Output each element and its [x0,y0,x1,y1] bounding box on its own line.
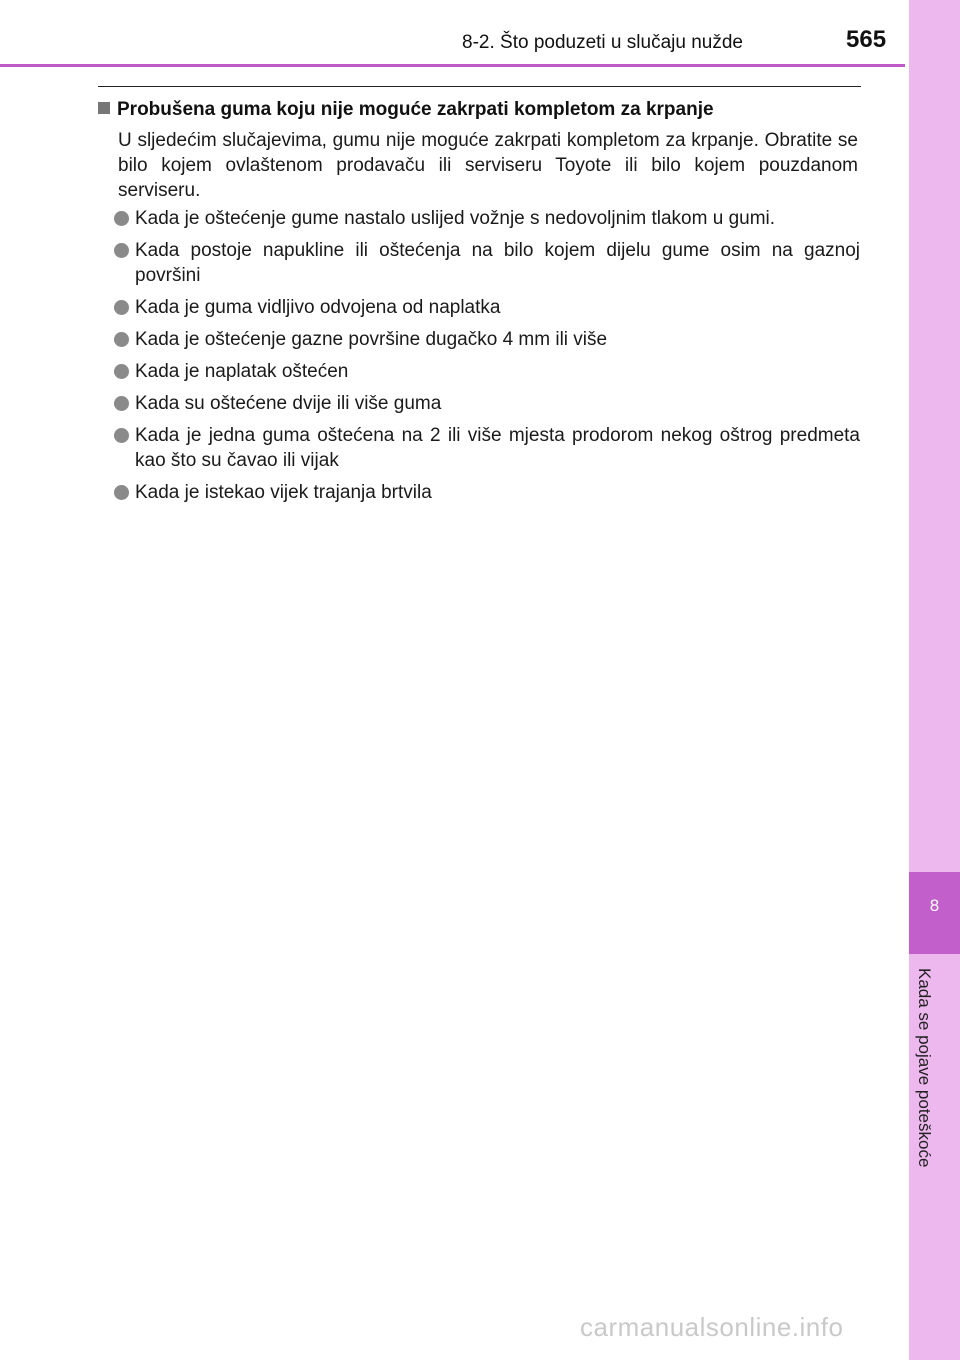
list-item [114,327,860,352]
list-item [114,423,860,473]
header-divider [0,64,905,67]
square-bullet-icon [98,102,110,114]
header-section-title: 8-2. Što poduzeti u slučaju nužde [462,32,743,53]
content-divider [98,86,861,87]
list-item [114,359,860,384]
list-item-text: Kada je guma vidljivo odvojena od naplatka [135,297,501,318]
circle-bullet-icon [114,300,129,315]
circle-bullet-icon [114,485,129,500]
condition-list [114,206,860,512]
intro-paragraph: U sljedećim slučajevima, gumu nije moguće zakrpati kompletom za krpanje. Obratite se bilo kojem ovlaštenom prodavaču ili serviseru Toyote ili bilo kojem pouzdanom serviseru. [118,130,858,201]
section-heading-text: Probušena guma koju nije moguće zakrpati kompletom za krpanje [117,99,714,120]
list-item-text: Kada je oštećenje gume nastalo uslijed vožnje s nedovoljnim tlakom u gumi. [135,208,776,229]
list-item-text: Kada je oštećenje gazne površine dugačko 4 mm ili više [135,329,608,350]
list-item-text: Kada je istekao vijek trajanja brtvila [135,482,432,503]
list-item-text: Kada je naplatak oštećen [135,361,349,382]
watermark: carmanualsonline.info [580,1312,844,1342]
circle-bullet-icon [114,211,129,226]
list-item [114,238,860,288]
circle-bullet-icon [114,332,129,347]
list-item-text: Kada su oštećene dvije ili više guma [135,393,442,414]
circle-bullet-icon [114,428,129,443]
list-item [114,206,860,231]
circle-bullet-icon [114,243,129,258]
chapter-label: Kada se pojave poteškoće [915,968,934,1168]
section-heading [98,97,861,123]
list-item-text: Kada je jedna guma oštećena na 2 ili više mjesta prodorom nekog oštrog predmeta kao što su čavao ili vijak [135,425,860,471]
page-number: 565 [846,26,887,53]
list-item [114,295,860,320]
list-item-text: Kada postoje napukline ili oštećenja na bilo kojem dijelu gume osim na gaznoj površini [135,240,860,286]
chapter-number: 8 [929,896,940,915]
list-item [114,391,860,416]
circle-bullet-icon [114,396,129,411]
circle-bullet-icon [114,364,129,379]
list-item [114,480,860,505]
